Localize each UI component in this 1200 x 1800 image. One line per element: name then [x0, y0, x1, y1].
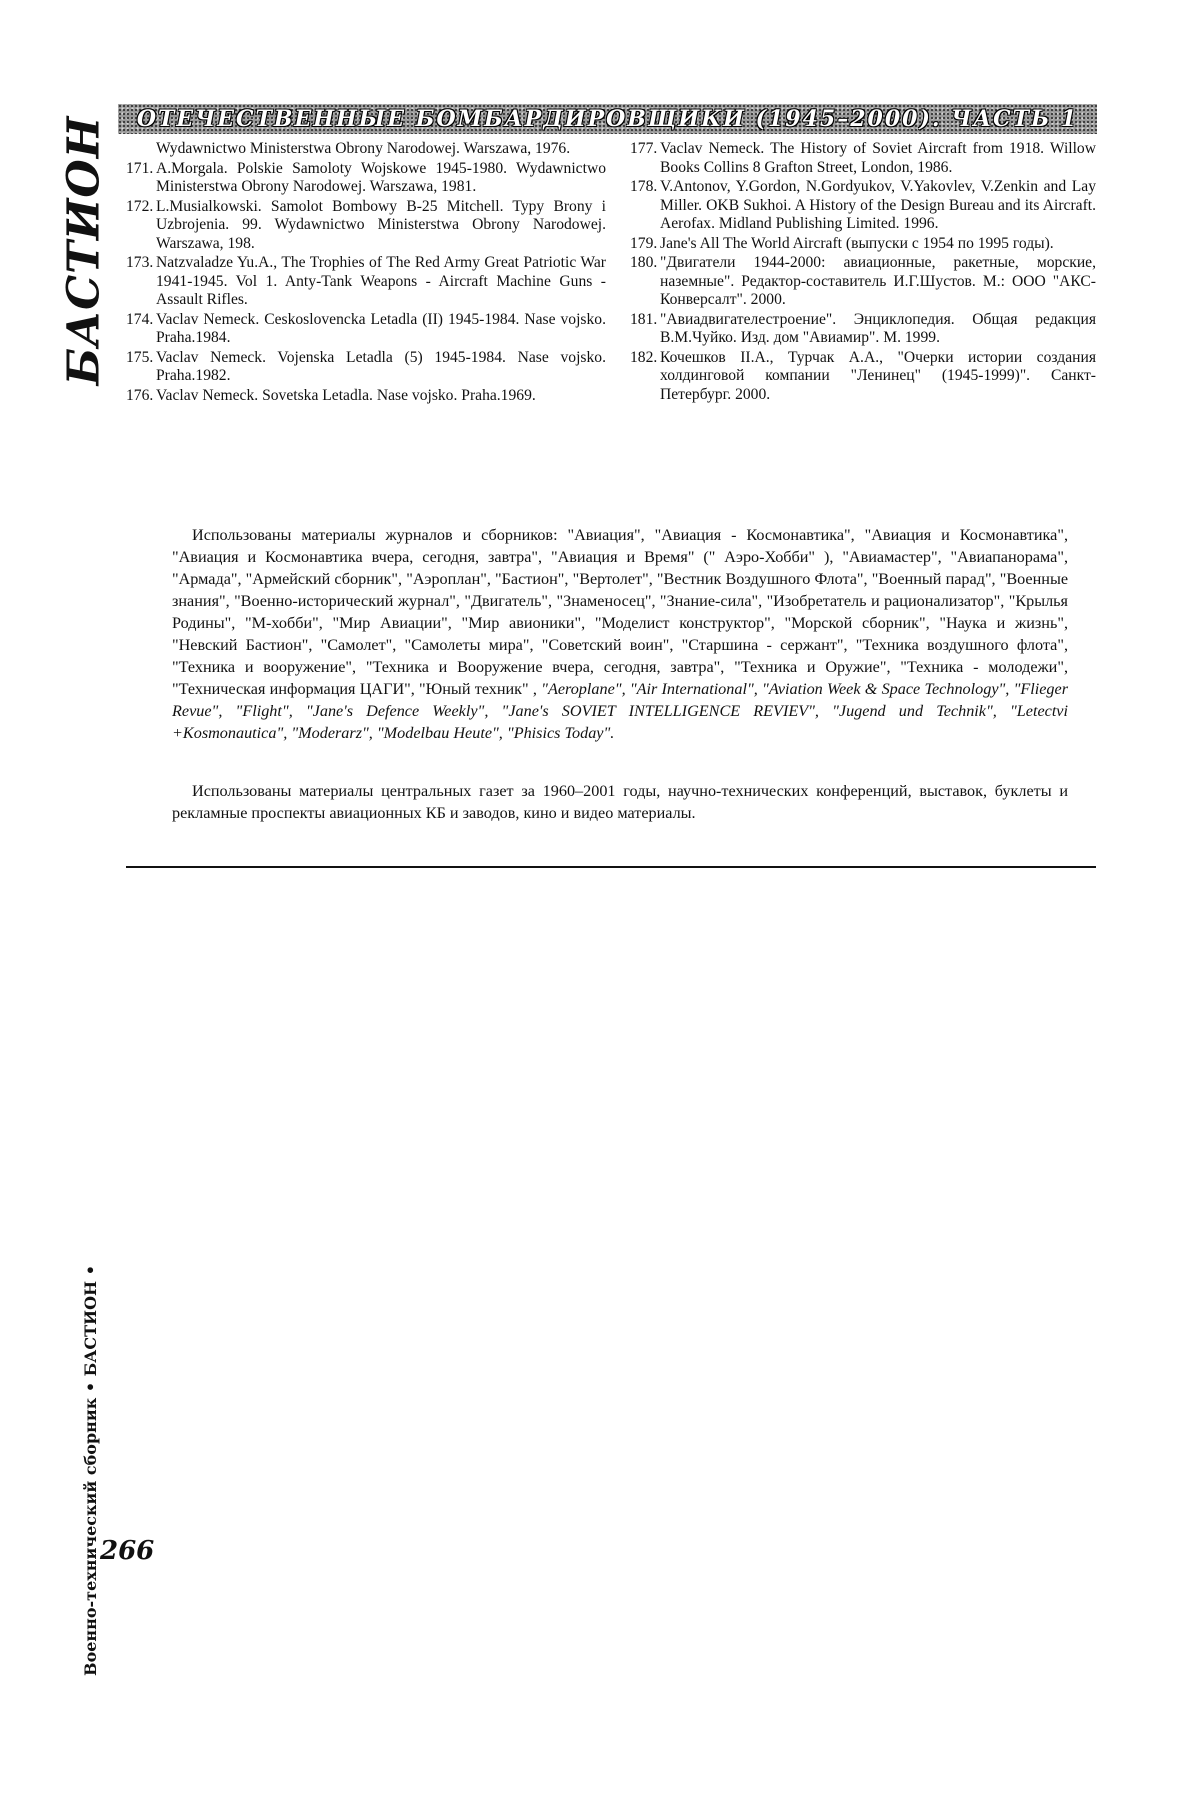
reference-item	[126, 198, 606, 254]
reference-number: 177.	[630, 140, 658, 157]
reference-number: 182.	[630, 348, 658, 366]
sources-newspapers-paragraph: Использованы материалы центральных газет за 1960–2001 годы, научно-технических конференций, выставок, буклеты и рекламные проспекты авиационных КБ и заводов, кино и видео материалы.	[172, 782, 1068, 822]
side-brand-text: БАСТИОН	[58, 115, 110, 385]
reference-text: "Авиадвигателестроение". Энциклопедия. Общая редакция В.М.Чуйко. Изд. дом "Авиамир". М. 1999.	[660, 310, 1096, 346]
reference-item	[630, 311, 1096, 348]
section-header-banner	[118, 104, 1097, 134]
references-left-column	[126, 140, 606, 406]
reference-item	[630, 235, 1096, 254]
reference-item	[126, 311, 606, 348]
reference-text: Natzvaladze Yu.A., The Trophies of The Red Army Great Patriotic War 1941-1945. Vol 1. Anty-Tank Weapons - Aircraft Machine Guns - Assault Rifles.	[156, 254, 606, 308]
reference-number: 178.	[630, 178, 658, 195]
reference-text: Кочешков II.А., Турчак А.А., "Очерки истории создания холдинговой компании "Ленинец" (1945-1999)". Санкт-Петербург. 2000.	[660, 348, 1096, 403]
horizontal-divider	[126, 866, 1096, 868]
reference-number: 171.	[126, 159, 154, 177]
reference-text: Vaclav Nemeck. The History of Soviet Aircraft from 1918. Willow Books Collins 8 Grafton Street, London, 1986.	[660, 140, 1096, 176]
side-footer-text: Военно-технический сборник • БАСТИОН •	[80, 1264, 100, 1676]
reference-item	[126, 254, 606, 310]
reference-text: Vaclav Nemeck. Ceskoslovencka Letadla (II) 1945-1984. Nase vojsko. Praha.1984.	[156, 310, 606, 346]
reference-item	[126, 160, 606, 197]
reference-item	[126, 387, 606, 406]
reference-item	[630, 254, 1096, 310]
references-right-column	[630, 140, 1096, 405]
reference-item	[126, 140, 606, 159]
page-number: 266	[100, 1536, 155, 1566]
reference-text: Wydawnictwo Ministerstwa Obrony Narodowej. Warszawa, 1976.	[156, 140, 571, 157]
reference-item	[630, 178, 1096, 234]
reference-item	[630, 349, 1096, 405]
reference-number: 175.	[126, 348, 154, 366]
reference-text: Jane's All The World Aircraft (выпуски с 1954 по 1995 годы).	[660, 234, 1054, 252]
reference-number: 176.	[126, 386, 154, 404]
reference-number: 174.	[126, 310, 154, 328]
reference-text: Vaclav Nemeck. Sovetska Letadla. Nase vojsko. Praha.1969.	[156, 386, 536, 404]
side-footer-caption	[70, 1140, 110, 1800]
section-header-title: ОТЕЧЕСТВЕННЫЕ БОМБАРДИРОВЩИКИ (1945–2000). ЧАСТЬ 1	[136, 106, 1079, 132]
reference-text: "Двигатели 1944-2000: авиационные, ракетные, морские, наземные". Редактор-составитель И.Г.Шустов. М.: ООО "АКС-Конверсалт". 2000.	[660, 254, 1096, 308]
reference-text: L.Musialkowski. Samolot Bombowy B-25 Mitchell. Typy Brony i Uzbrojenia. 99. Wydawnictwo Ministerstwa Obrony Narodowej. Warszawa, 198.	[156, 197, 606, 252]
reference-item	[630, 140, 1096, 177]
reference-text: V.Antonov, Y.Gordon, N.Gordyukov, V.Yakovlev, V.Zenkin and Lay Miller. OKB Sukhoi. A History of the Design Bureau and its Aircraft. Aerofax. Midland Publishing Limited. 1996.	[660, 178, 1096, 232]
sources-journals-paragraph	[172, 524, 1068, 744]
reference-number: 181.	[630, 310, 658, 328]
sources-journals-foreign: "Aeroplane", "Air International", "Aviation Week & Space Technology", "Flieger Revue", "Flight", "Jane's Defence Weekly", "Jane's SOVIET INTELLIGENCE REVIEV", "Jugend und Technik", "Letectvi +Kosmonautica", "Moderarz", "Modelbau Heute", "Phisics Today".	[172, 680, 1069, 742]
reference-number: 173.	[126, 254, 154, 271]
reference-text: A.Morgala. Polskie Samoloty Wojskowe 1945-1980. Wydawnictwo Ministerstwa Obrony Narodowej. Warszawa, 1981.	[156, 159, 606, 195]
reference-number: 180.	[630, 254, 658, 271]
side-brand-logo	[58, 115, 110, 385]
reference-number: 172.	[126, 197, 154, 215]
reference-number: 179.	[630, 234, 658, 252]
sources-journals-russian: Использованы материалы журналов и сборников: "Авиация", "Авиация - Космонавтика", "Авиация и Космонавтика", "Авиация и Космонавтика вчера, сегодня, завтра", "Авиация и Время" (" Аэро-Хобби" ), "Авиамастер", "Авиапанорама", "Армада", "Армейский сборник", "Аэроплан", "Бастион", "Вертолет", "Вестник Воздушного Флота", "Военный парад", "Военные знания", "Военно-исторический журнал", "Двигатель", "Знаменосец", "Знание-сила", "Изобретатель и рационализатор", "Крылья Родины", "М-хобби", "Мир Авиации", "Мир авионики", "Моделист конструктор", "Морской сборник", "Наука и жизнь", "Невский Бастион", "Самолет", "Самолеты мира", "Советский воин", "Старшина - сержант", "Техника воздушного флота", "Техника и вооружение", "Техника и Вооружение вчера, сегодня, завтра", "Техника и Оружие", "Техника - молодежи", "Техническая информация ЦАГИ", "Юный техник" ,	[172, 526, 1068, 698]
reference-text: Vaclav Nemeck. Vojenska Letadla (5) 1945-1984. Nase vojsko. Praha.1982.	[156, 348, 606, 384]
reference-item	[126, 349, 606, 386]
